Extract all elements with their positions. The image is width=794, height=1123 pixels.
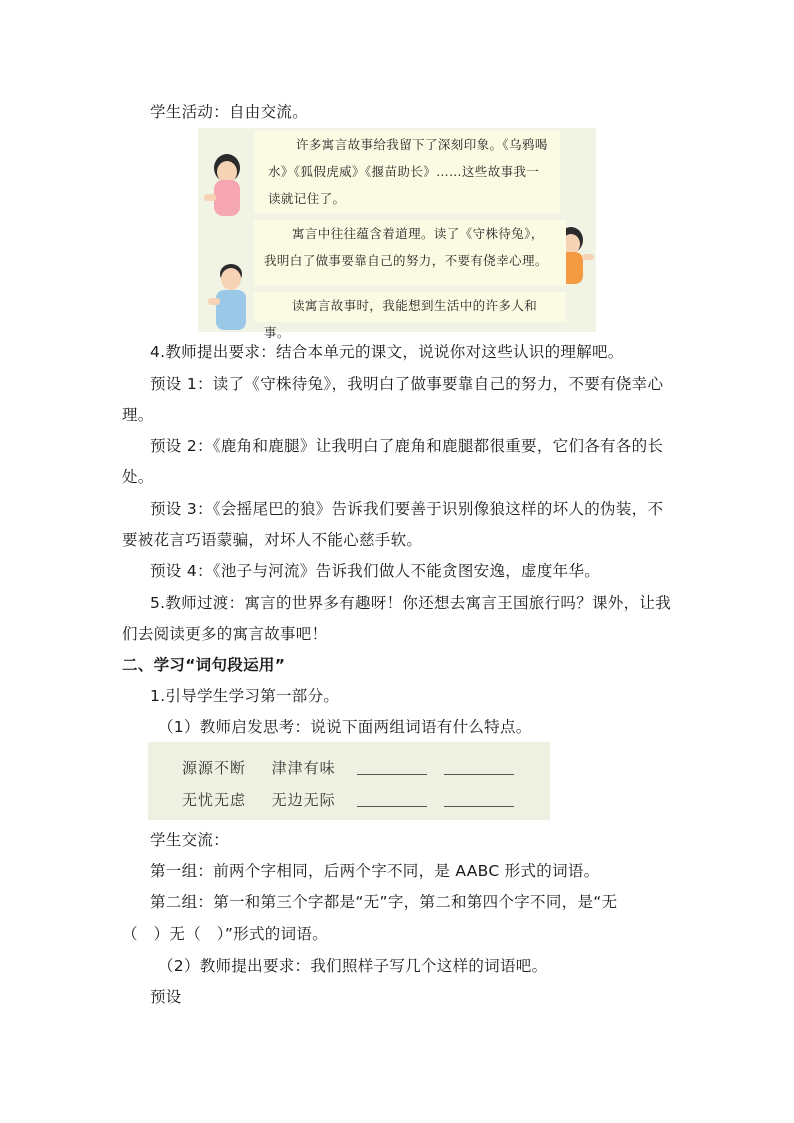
girl-left-figure xyxy=(202,150,252,220)
paragraph: 理。 xyxy=(122,406,154,424)
word-item: 无边无际 xyxy=(271,791,336,809)
speech-bubble-girl-left xyxy=(254,131,560,213)
paragraph: 第二组：第一和第三个字都是“无”字，第二和第四个字不同，是“无 xyxy=(150,893,618,911)
paragraph: 处。 xyxy=(122,468,154,486)
blank-line xyxy=(357,773,427,775)
speech-bubble-girl-right xyxy=(254,220,566,286)
paragraph: 预设 xyxy=(150,988,182,1006)
blank-line xyxy=(357,805,427,807)
blank-line xyxy=(444,773,514,775)
boy-figure xyxy=(206,260,256,332)
section-heading: 二、学习“词句段运用” xyxy=(122,656,286,674)
paragraph: 要被花言巧语蒙骗，对坏人不能心慈手软。 xyxy=(122,531,423,549)
bubble-text: 许多寓言故事给我留下了深刻印象。《乌鸦喝 xyxy=(296,137,548,152)
bubble-text: 读就记住了。 xyxy=(268,191,346,206)
paragraph: 第一组：前两个字相同，后两个字不同，是 AABC 形式的词语。 xyxy=(150,862,600,880)
bubble-text: 我明白了做事要靠自己的努力，不要有侥幸心理。 xyxy=(264,253,548,268)
paragraph: 5.教师过渡：寓言的世界多有趣呀！你还想去寓言王国旅行吗？课外，让我 xyxy=(150,594,671,612)
paragraph: 预设 2：《鹿角和鹿腿》让我明白了鹿角和鹿腿都很重要，它们各有各的长 xyxy=(150,437,664,455)
paragraph: 1.引导学生学习第一部分。 xyxy=(150,687,340,705)
paragraph: 们去阅读更多的寓言故事吧！ xyxy=(122,625,328,643)
word-item: 源源不断 xyxy=(182,759,247,777)
paragraph: 4.教师提出要求：结合本单元的课文，说说你对这些认识的理解吧。 xyxy=(150,343,624,361)
paragraph: （1）教师启发思考：说说下面两组词语有什么特点。 xyxy=(158,718,532,736)
paragraph: （2）教师提出要求：我们照样子写几个这样的词语吧。 xyxy=(158,957,548,975)
bubble-text: 水》《狐假虎威》《揠苗助长》……这些故事我一 xyxy=(268,164,540,179)
bubble-text: 读寓言故事时，我能想到生活中的许多人和事。 xyxy=(264,298,538,340)
speech-bubble-boy xyxy=(254,292,566,340)
student-activity-text: 学生活动：自由交流。 xyxy=(150,103,309,121)
paragraph: 预设 1：读了《守株待兔》，我明白了做事要靠自己的努力，不要有侥幸心 xyxy=(150,375,664,393)
paragraph: 学生交流： xyxy=(150,831,230,849)
bubble-text: 寓言中往往蕴含着道理。读了《守株待兔》， xyxy=(292,226,544,241)
word-examples-box xyxy=(148,742,550,820)
paragraph: 预设 3：《会摇尾巴的狼》告诉我们要善于识别像狼这样的坏人的伪装，不 xyxy=(150,500,664,518)
paragraph: （ ）无（ ）”形式的词语。 xyxy=(122,925,328,943)
blank-line xyxy=(444,805,514,807)
word-item: 津津有味 xyxy=(271,759,336,777)
word-item: 无忧无虑 xyxy=(182,791,247,809)
textbook-illustration xyxy=(198,128,596,340)
paragraph: 预设 4：《池子与河流》告诉我们做人不能贪图安逸，虚度年华。 xyxy=(150,562,601,580)
